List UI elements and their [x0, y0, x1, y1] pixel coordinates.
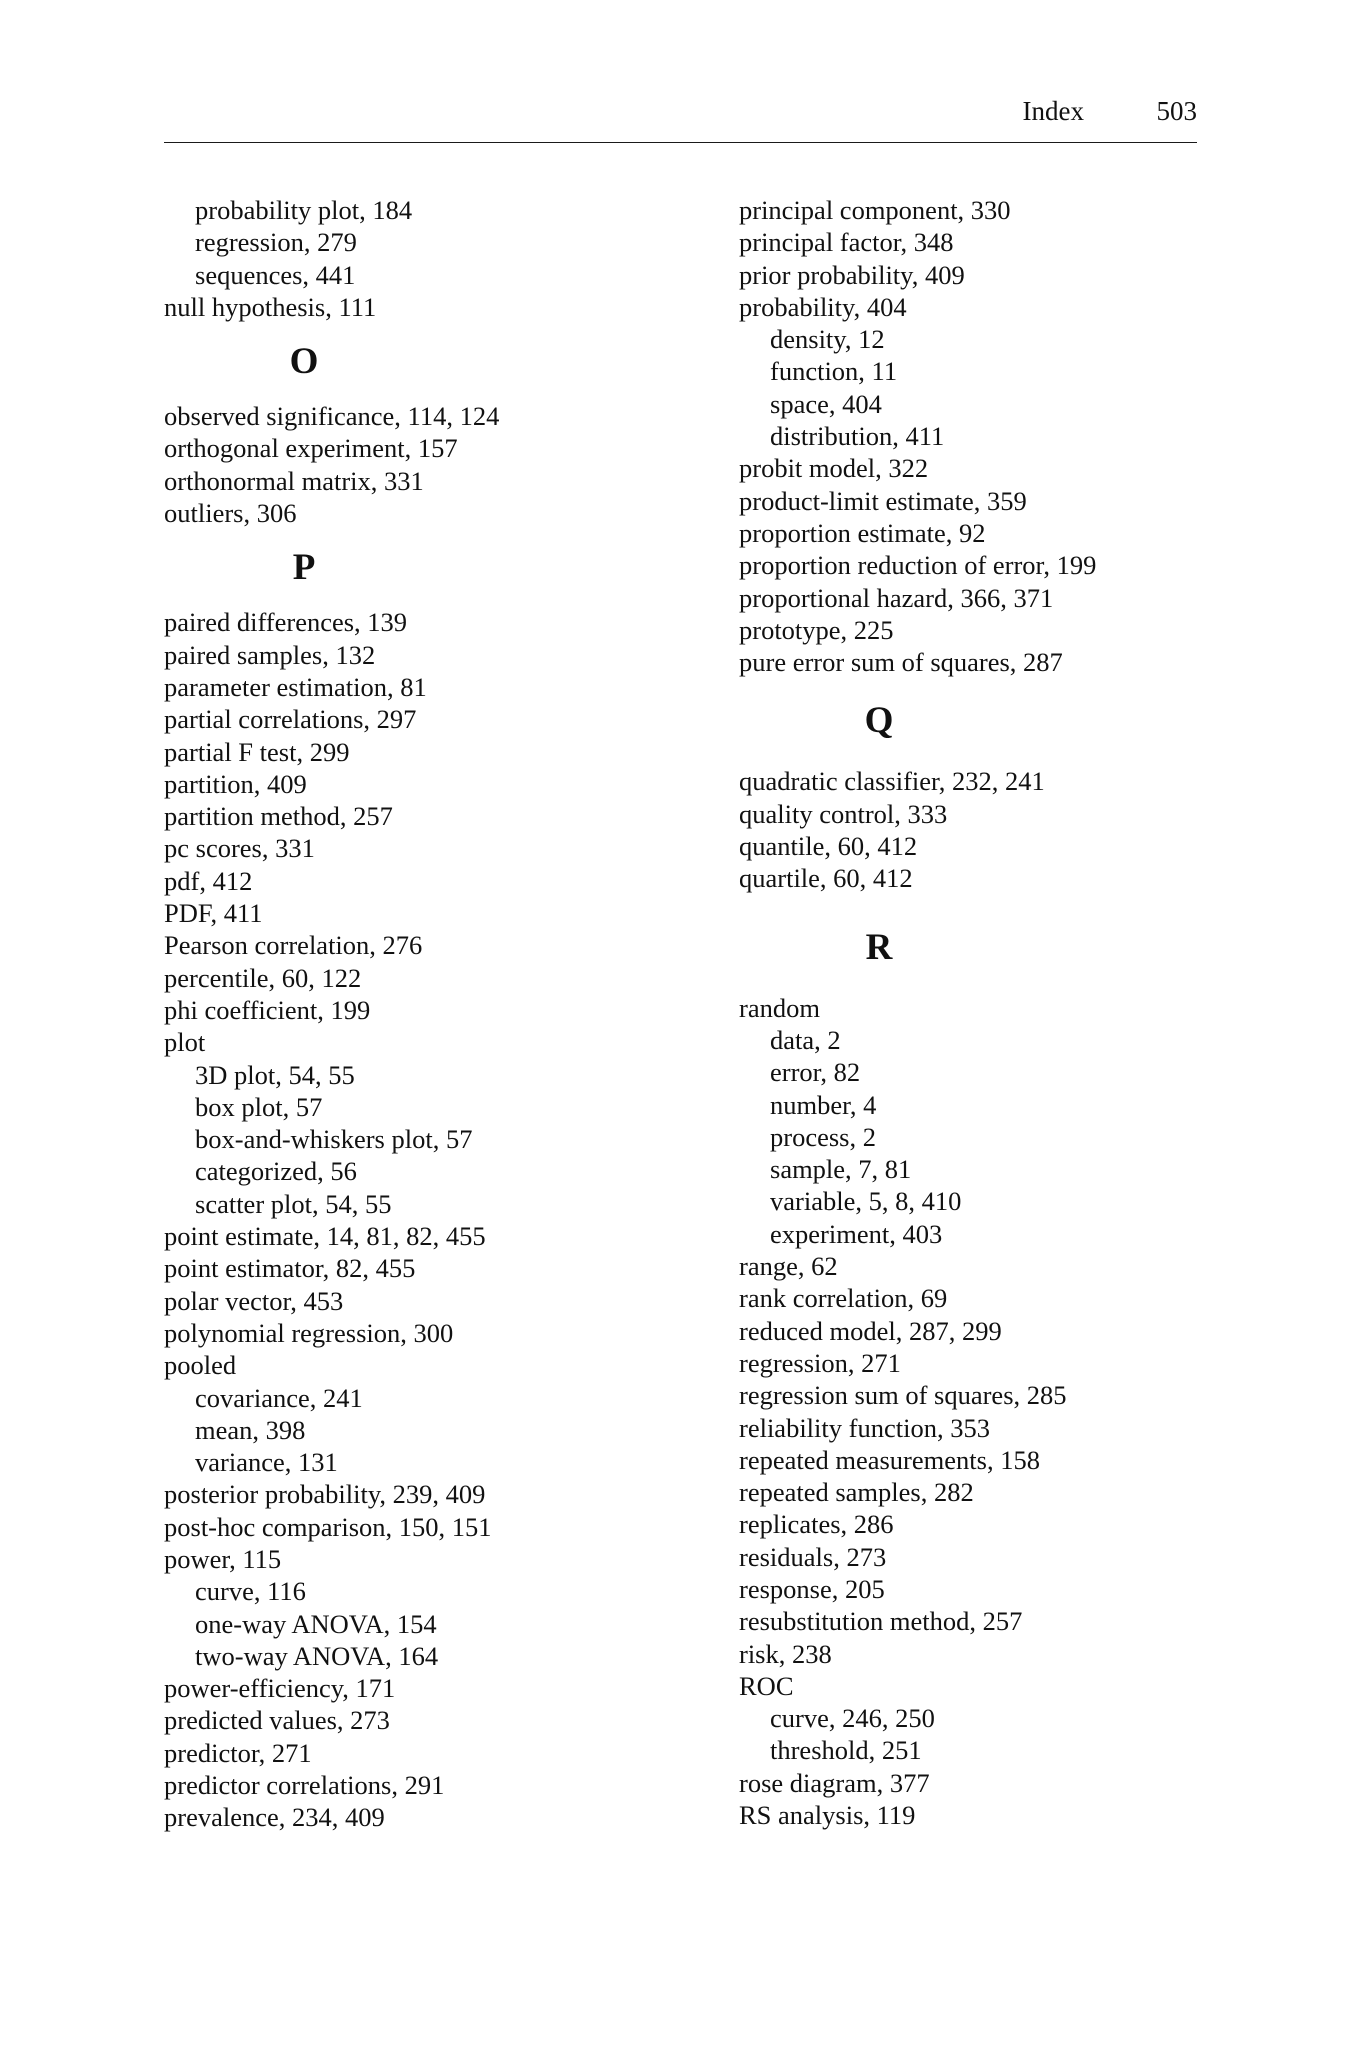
- page-number: 503: [1156, 96, 1197, 126]
- index-entry: point estimate, 14, 81, 82, 455: [164, 1221, 486, 1252]
- index-entry: polynomial regression, 300: [164, 1317, 454, 1348]
- section-o-entries: [164, 400, 724, 529]
- index-entry: null hypothesis, 111: [164, 291, 377, 322]
- index-subentry: scatter plot, 54, 55: [195, 1188, 392, 1219]
- section-letter-o: O: [289, 341, 319, 383]
- index-entry: observed significance, 114, 124: [164, 401, 500, 432]
- index-entry: outliers, 306: [164, 498, 297, 529]
- index-entry: pc scores, 331: [164, 833, 315, 864]
- index-subentry: probability plot, 184: [195, 195, 413, 225]
- index-entry: paired samples, 132: [164, 639, 376, 670]
- running-header: [164, 92, 1197, 143]
- index-entry: plot: [164, 1027, 206, 1058]
- index-entry: regression sum of squares, 285: [739, 1380, 1067, 1411]
- index-entry: residuals, 273: [739, 1541, 887, 1572]
- index-subentry: mean, 398: [195, 1414, 306, 1445]
- index-column-left: [164, 194, 724, 1834]
- index-subentry: two-way ANOVA, 164: [195, 1640, 439, 1671]
- index-subentry: number, 4: [770, 1089, 877, 1120]
- index-entry: RS analysis, 119: [739, 1800, 916, 1831]
- index-entry: range, 62: [739, 1251, 838, 1282]
- index-subentry: box plot, 57: [195, 1091, 323, 1122]
- index-entry: partition method, 257: [164, 801, 393, 832]
- index-entry: ROC: [739, 1670, 794, 1701]
- index-subentry: process, 2: [770, 1121, 876, 1152]
- index-entry: posterior probability, 239, 409: [164, 1479, 486, 1510]
- header-section-title: Index: [1022, 96, 1084, 126]
- right-top-entries: [739, 194, 1299, 678]
- index-entry: response, 205: [739, 1573, 885, 1604]
- index-subentry: sample, 7, 81: [770, 1154, 912, 1185]
- index-entry: predictor correlations, 291: [164, 1770, 445, 1801]
- index-entry: replicates, 286: [739, 1509, 894, 1540]
- left-top-entries: [164, 194, 724, 323]
- section-r-entries: [739, 992, 1299, 1832]
- index-entry: proportion estimate, 92: [739, 517, 986, 548]
- index-subentry: one-way ANOVA, 154: [195, 1608, 437, 1639]
- index-entry: quality control, 333: [739, 798, 948, 829]
- section-p-entries: [164, 606, 724, 1833]
- index-subentry: regression, 279: [195, 227, 357, 258]
- section-letter-p: P: [292, 547, 316, 589]
- index-subentry: experiment, 403: [770, 1218, 943, 1249]
- index-entry: pdf, 412: [164, 865, 253, 896]
- index-entry: reduced model, 287, 299: [739, 1315, 1002, 1346]
- index-entry: principal factor, 348: [739, 227, 954, 258]
- index-entry: paired differences, 139: [164, 607, 408, 638]
- index-subentry: density, 12: [770, 324, 885, 355]
- index-entry: partition, 409: [164, 768, 307, 799]
- index-subentry: 3D plot, 54, 55: [195, 1059, 355, 1090]
- index-entry: Pearson correlation, 276: [164, 930, 423, 961]
- index-entry: polar vector, 453: [164, 1285, 344, 1316]
- index-entry: random: [739, 992, 820, 1023]
- index-entry: regression, 271: [739, 1347, 901, 1378]
- index-entry: predictor, 271: [164, 1737, 312, 1768]
- index-entry: quartile, 60, 412: [739, 863, 913, 894]
- index-entry: quantile, 60, 412: [739, 831, 918, 862]
- index-entry: power-efficiency, 171: [164, 1673, 396, 1704]
- index-entry: principal component, 330: [739, 195, 1011, 225]
- index-subentry: covariance, 241: [195, 1382, 363, 1413]
- index-subentry: data, 2: [770, 1024, 841, 1055]
- index-entry: predicted values, 273: [164, 1705, 390, 1736]
- section-q-entries: [739, 765, 1299, 894]
- index-entry: repeated measurements, 158: [739, 1444, 1040, 1475]
- index-subentry: box-and-whiskers plot, 57: [195, 1124, 473, 1155]
- index-entry: risk, 238: [739, 1638, 832, 1669]
- index-entry: product-limit estimate, 359: [739, 485, 1027, 516]
- index-entry: probit model, 322: [739, 453, 929, 484]
- index-subentry: error, 82: [770, 1057, 861, 1088]
- section-letter-r: R: [865, 926, 893, 968]
- index-subentry: variance, 131: [195, 1447, 338, 1478]
- index-entry: rose diagram, 377: [739, 1767, 930, 1798]
- index-subentry: curve, 246, 250: [770, 1703, 935, 1734]
- index-subentry: sequences, 441: [195, 259, 356, 290]
- index-entry: percentile, 60, 122: [164, 962, 362, 993]
- index-entry: rank correlation, 69: [739, 1283, 948, 1314]
- index-entry: prior probability, 409: [739, 259, 965, 290]
- index-column-right: [739, 194, 1299, 1831]
- index-subentry: distribution, 411: [770, 421, 945, 452]
- index-entry: PDF, 411: [164, 898, 263, 929]
- index-entry: proportional hazard, 366, 371: [739, 582, 1054, 613]
- index-subentry: threshold, 251: [770, 1735, 922, 1766]
- index-entry: reliability function, 353: [739, 1412, 990, 1443]
- index-entry: orthonormal matrix, 331: [164, 465, 424, 496]
- index-entry: prevalence, 234, 409: [164, 1802, 385, 1833]
- index-entry: quadratic classifier, 232, 241: [739, 766, 1045, 797]
- index-entry: post-hoc comparison, 150, 151: [164, 1511, 492, 1542]
- index-entry: prototype, 225: [739, 614, 894, 645]
- index-entry: repeated samples, 282: [739, 1477, 974, 1508]
- index-entry: pure error sum of squares, 287: [739, 647, 1063, 678]
- index-entry: probability, 404: [739, 291, 907, 322]
- index-subentry: space, 404: [770, 388, 882, 419]
- index-entry: partial F test, 299: [164, 736, 350, 767]
- index-entry: partial correlations, 297: [164, 704, 417, 735]
- index-entry: point estimator, 82, 455: [164, 1253, 416, 1284]
- index-entry: orthogonal experiment, 157: [164, 433, 458, 464]
- section-letter-q: Q: [864, 700, 894, 742]
- index-subentry: categorized, 56: [195, 1156, 357, 1187]
- index-subentry: function, 11: [770, 356, 898, 387]
- index-subentry: variable, 5, 8, 410: [770, 1186, 962, 1217]
- index-entry: proportion reduction of error, 199: [739, 550, 1097, 581]
- index-subentry: curve, 116: [195, 1576, 306, 1607]
- index-entry: phi coefficient, 199: [164, 994, 371, 1025]
- index-entry: pooled: [164, 1350, 237, 1381]
- index-entry: power, 115: [164, 1543, 282, 1574]
- index-entry: parameter estimation, 81: [164, 671, 427, 702]
- index-entry: resubstitution method, 257: [739, 1606, 1023, 1637]
